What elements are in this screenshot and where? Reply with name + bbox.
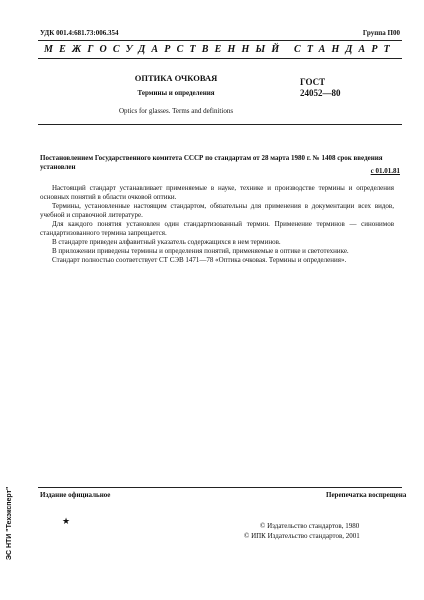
paragraph: Стандарт полностью соответствует СТ СЭВ 1471—78 «Оптика очковая. Термины и определения». xyxy=(52,256,347,264)
gost-number: 24052—80 xyxy=(300,88,341,98)
decree-text: Постановлением Государственного комитета СССР по стандартам от 28 марта 1980 г. № 1408 срок введения установлен xyxy=(40,154,383,171)
footer-rule xyxy=(38,487,402,488)
title-rule xyxy=(38,124,402,125)
paragraph: Термины, установленные настоящим стандартом, обязательны для применения в документации всех видов, учебной и справочной литературе. xyxy=(40,202,394,219)
document-title: ОПТИКА ОЧКОВАЯ xyxy=(134,73,218,83)
top-rule xyxy=(38,40,402,41)
banner-rule xyxy=(38,58,402,59)
paragraph: Для каждого понятия установлен один стандартизованный термин. Применение терминов — синонимов стандартизованного термина запрещается. xyxy=(40,220,394,237)
copyright-line: © ИПК Издательство стандартов, 2001 xyxy=(244,532,360,540)
gost-label: ГОСТ xyxy=(300,77,326,87)
group-code: Группа П00 xyxy=(362,29,400,37)
standard-banner: МЕЖГОСУДАРСТВЕННЫЙ СТАНДАРТ xyxy=(44,44,396,55)
paragraph: Настоящий стандарт устанавливает применяемые в науке, технике и производстве термины и определения основных понятий в области очковой оптики. xyxy=(40,184,394,201)
reprint-notice: Перепечатка воспрещена xyxy=(326,491,407,499)
official-edition-label: Издание официальное xyxy=(40,491,111,499)
document-subtitle: Термины и определения xyxy=(137,89,215,97)
sidebar-watermark: ЭС НТИ "Техэксперт" xyxy=(6,486,13,560)
star-icon: ★ xyxy=(62,516,71,526)
paragraph: В стандарте приведен алфавитный указатель содержащихся в нем терминов. xyxy=(52,238,281,246)
paragraph: В приложении приведены термины и определения понятий, применяемые в оптике и светотехнике. xyxy=(52,247,349,255)
copyright-line: © Издательство стандартов, 1980 xyxy=(260,522,360,530)
english-title: Optics for glasses. Terms and definitions xyxy=(118,107,234,115)
body-text xyxy=(40,184,394,265)
introduction-date: с 01.01.81 xyxy=(370,167,400,175)
udk-code: УДК 001.4:681.73:006.354 xyxy=(40,29,119,37)
gost-designation xyxy=(300,77,341,99)
